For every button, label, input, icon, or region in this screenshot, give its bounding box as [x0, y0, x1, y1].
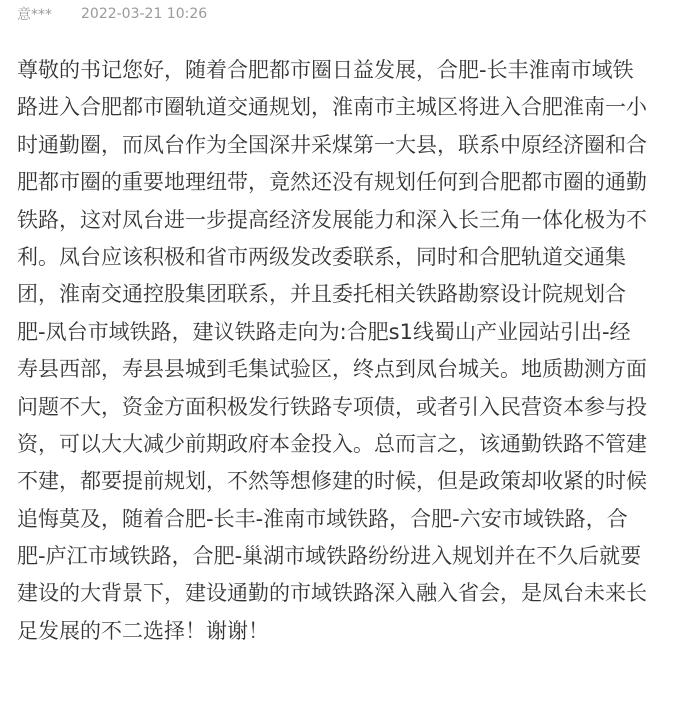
- message-line: 寿县西部，寿县县城到毛集试验区，终点到凤台城关。地质勘测方面: [17, 357, 647, 382]
- message-line: 肥都市圈的重要地理纽带，竟然还没有规划任何到合肥都市圈的通勤: [17, 170, 647, 195]
- message-line: 肥-凤台市域铁路，建议铁路走向为:合肥s1线蜀山产业园站引出-经: [17, 319, 631, 344]
- post-meta: [17, 4, 207, 24]
- message-line: 追悔莫及，随着合肥-长丰-淮南市域铁路，合肥-六安市域铁路，合: [17, 506, 628, 531]
- message-line: 路进入合肥都市圈轨道交通规划，淮南市主城区将进入合肥淮南一小: [17, 95, 647, 120]
- message-line: 铁路，这对凤台进一步提高经济发展能力和深入长三角一体化极为不: [17, 207, 647, 232]
- message-line: 团，淮南交通控股集团联系，并且委托相关铁路勘察设计院规划合: [17, 282, 626, 307]
- message-line: 问题不大，资金方面积极发行铁路专项债，或者引入民营资本参与投: [17, 394, 647, 419]
- message-line: 建设的大背景下，建设通勤的市域铁路深入融入省会，是凤台未来长: [17, 581, 647, 606]
- message-line: 利。凤台应该积极和省市两级发改委联系，同时和合肥轨道交通集: [17, 244, 626, 269]
- message-line: 不建，都要提前规划，不然等想修建的时候，但是政策却收紧的时候: [17, 469, 647, 494]
- message-body: [17, 52, 657, 650]
- author-name: 意***: [17, 7, 52, 23]
- message-line: 资，可以大大减少前期政府本金投入。总而言之，该通勤铁路不管建: [17, 431, 647, 456]
- message-line: 时通勤圈，而凤台作为全国深井采煤第一大县，联系中原经济圈和合: [17, 132, 647, 157]
- post-timestamp: 2022-03-21 10:26: [81, 6, 208, 22]
- message-line: 肥-庐江市域铁路，合肥-巢湖市域铁路纷纷进入规划并在不久后就要: [17, 544, 642, 569]
- message-line: 足发展的不二选择！谢谢！: [17, 618, 269, 643]
- message-line: 尊敬的书记您好，随着合肥都市圈日益发展，合肥-长丰淮南市域铁: [17, 58, 634, 82]
